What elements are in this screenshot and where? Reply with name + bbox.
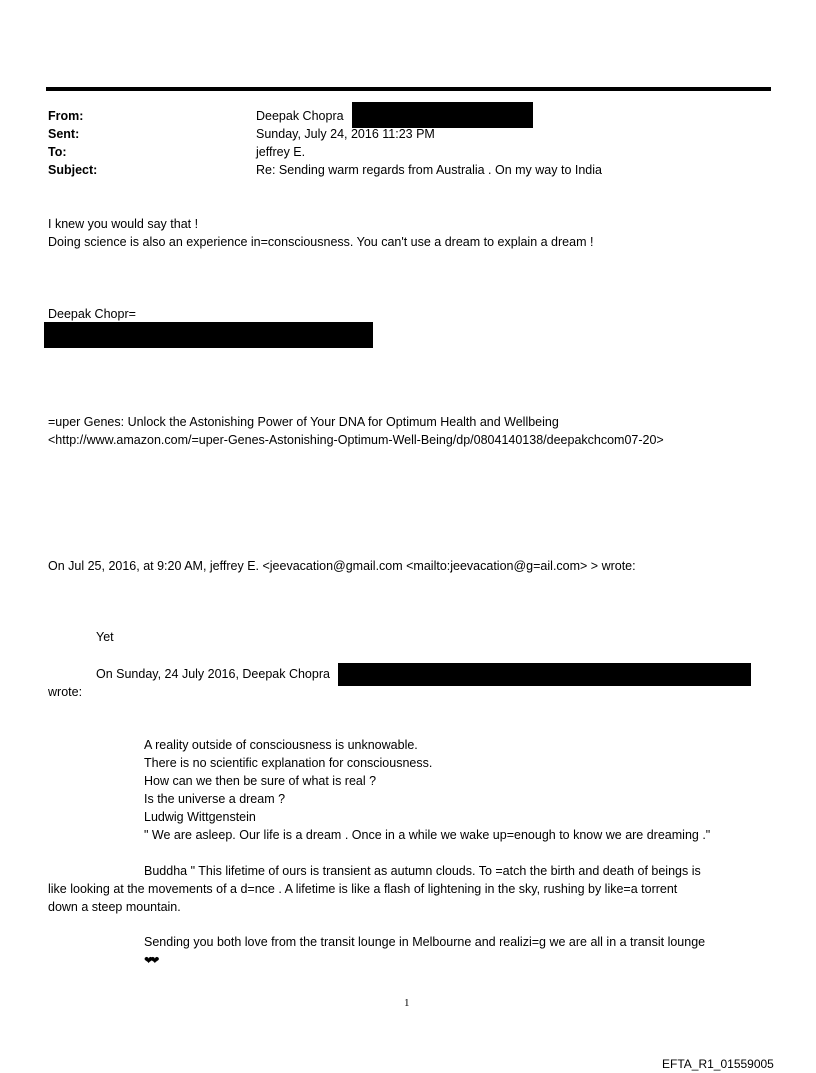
subject-label: Subject: [48, 163, 98, 177]
body-line-1: I knew you would say that ! [48, 217, 199, 231]
subject-value: Re: Sending warm regards from Australia . On my way to India [256, 163, 602, 177]
header-rule [46, 87, 771, 91]
nested-line-2: There is no scientific explanation for consciousness. [144, 756, 433, 770]
buddha-line-1: Buddha " This lifetime of ours is transient as autumn clouds. To =atch the birth and death of beings is [144, 864, 701, 878]
book-link[interactable]: <http://www.amazon.com/=uper-Genes-Astonishing-Optimum-Well-Being/dp/0804140138/deepakchcom07-20> [48, 433, 664, 447]
nested-line-1: A reality outside of consciousness is unknowable. [144, 738, 418, 752]
sent-label: Sent: [48, 127, 80, 141]
nested-line-4: Is the universe a dream ? [144, 792, 286, 806]
to-label: To: [48, 145, 67, 159]
nested-line-6: " We are asleep. Our life is a dream . Once in a while we wake up=enough to know we are dreaming ." [144, 828, 711, 842]
book-title: =uper Genes: Unlock the Astonishing Power of Your DNA for Optimum Health and Wellbeing [48, 415, 559, 429]
from-value: Deepak Chopra [256, 109, 344, 123]
closing-line: Sending you both love from the transit lounge in Melbourne and realizi=g we are all in a transit lounge [144, 935, 706, 949]
nested-line-3: How can we then be sure of what is real ? [144, 774, 377, 788]
to-value: jeffrey E. [256, 145, 306, 159]
sent-value: Sunday, July 24, 2016 11:23 PM [256, 127, 435, 141]
buddha-line-3: down a steep mountain. [48, 900, 181, 914]
body-line-2: Doing science is also an experience in=consciousness. You can't use a dream to explain a dream ! [48, 235, 594, 249]
from-label: From: [48, 109, 84, 123]
signature-redaction [44, 322, 373, 348]
nested-line-5: Ludwig Wittgenstein [144, 810, 256, 824]
signature-name: Deepak Chopr= [48, 307, 136, 321]
reply-yet: Yet [96, 630, 114, 644]
quote-intro: On Jul 25, 2016, at 9:20 AM, jeffrey E. <jeevacation@gmail.com <mailto:jeevacation@g=ail.com> > wrote: [48, 559, 636, 573]
buddha-line-2: like looking at the movements of a d=nce . A lifetime is like a flash of lightening in the sky, rushing by like=a torrent [48, 882, 678, 896]
nested-intro: On Sunday, 24 July 2016, Deepak Chopra [96, 667, 330, 681]
hearts-icon: ❤❤ [144, 955, 157, 967]
page-number: 1 [404, 997, 410, 1009]
nested-wrote: wrote: [48, 685, 83, 699]
document-id: EFTA_R1_01559005 [662, 1057, 774, 1071]
nested-redaction [338, 663, 751, 686]
